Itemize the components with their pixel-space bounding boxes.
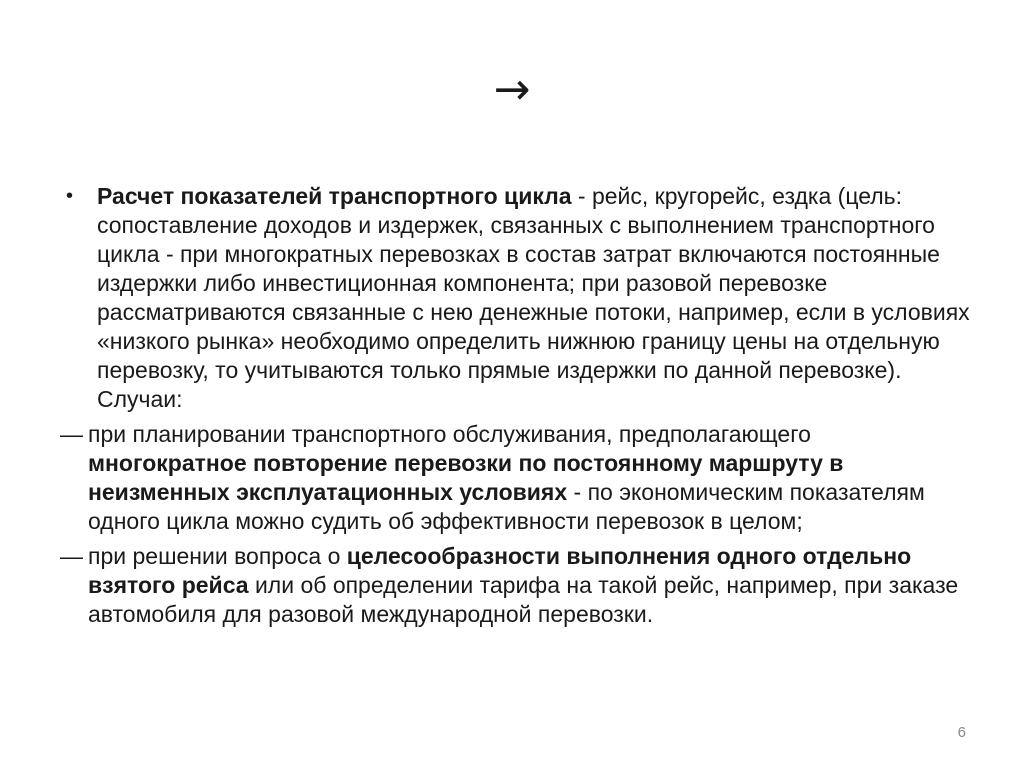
dash-item-multiple-transport — [60, 420, 970, 536]
dash-item-single-trip — [60, 542, 970, 629]
dash-text-pre: при решении вопроса о — [88, 543, 347, 569]
dash-text-post: - по экономическим показателям одного цикла можно судить об эффективности перевозок в целом; — [88, 479, 925, 534]
dash-marker: — — [60, 543, 83, 569]
dash-marker: — — [60, 421, 83, 447]
page-number: 6 — [957, 724, 966, 741]
bullet-marker: • — [66, 185, 74, 207]
bold-term-transport-cycle: Расчет показателей транспортного цикла — [97, 183, 572, 209]
bold-term-single-trip: целесообразности выполнения одного отдельно взятого рейса — [88, 543, 912, 598]
bullet-item-transport-cycle — [60, 182, 970, 414]
dash-text-post: или об определении тарифа на такой рейс, например, при заказе автомобиля для разовой международной перевозки. — [88, 572, 959, 627]
bullet-description: - рейс, кругорейс, ездка (цель: сопоставление доходов и издержек, связанных с выполнением транспортного цикла - при многократных перевозках в состав затрат включаются постоянные издержки либо инвестиционная компонента; при разовой перевозке рассматриваются связанные с нею денежные потоки, например, если в условиях «низкого рынка» необходимо определить нижнюю границу цены на отдельную перевозку, то учитываются только прямые издержки по данной перевозке). Случаи: — [97, 183, 970, 412]
dash-text — [88, 543, 958, 627]
bold-term-repeated-route: многократное повторение перевозки по постоянному маршруту в неизменных эксплуатационных условиях — [88, 450, 844, 505]
bullet-text — [97, 183, 970, 412]
slide-content — [60, 182, 970, 635]
dash-text-pre: при планировании транспортного обслуживания, предполагающего — [88, 421, 811, 447]
slide-title: → — [493, 64, 531, 115]
dash-text — [88, 421, 925, 534]
